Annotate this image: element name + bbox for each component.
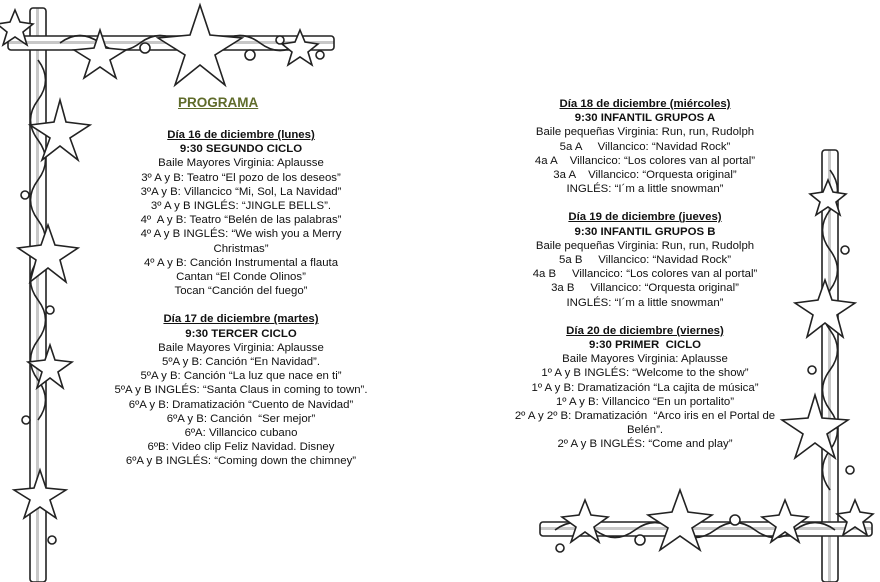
right-column	[495, 97, 795, 466]
day-heading: Día 18 de diciembre (miércoles)	[559, 98, 731, 110]
program-item: 6ºA y B INGLÉS: “Coming down the chimney”	[125, 455, 357, 468]
schedule-day-18	[495, 97, 795, 196]
program-item: 3º A y B: Teatro “El pozo de los deseos”	[141, 171, 341, 184]
day-heading: Día 20 de diciembre (viernes)	[566, 324, 724, 337]
program-item: 1º A y B: Dramatización “La cajita de música”	[531, 381, 759, 394]
schedule-day-19	[495, 210, 795, 309]
program-item: 4º A y B: Canción Instrumental a flauta	[143, 256, 339, 269]
program-item: Baile Mayores Virginia: Aplausse	[158, 157, 324, 170]
program-item: 2º A y B INGLÉS: “Come and play”	[557, 438, 733, 451]
day-heading: Día 17 de diciembre (martes)	[163, 313, 319, 326]
program-item: 1º A y B INGLÉS: “Welcome to the show”	[541, 367, 749, 380]
session-time: 9:30 PRIMER CICLO	[588, 339, 702, 352]
program-item: Tocan “Canción del fuego”	[174, 285, 308, 298]
program-item: 4a B Villancico: “Los colores van al portal”	[532, 268, 758, 281]
program-item: Cantan “El Conde Olinos”	[176, 271, 306, 284]
session-time: 9:30 INFANTIL GRUPOS A	[574, 112, 716, 125]
session-time: 9:30 SEGUNDO CICLO	[179, 143, 303, 156]
program-item: 3a B Villancico: “Orquesta original”	[551, 282, 739, 295]
program-item: 3a A Villancico: “Orquesta original”	[553, 169, 737, 182]
program-item: 5ºA y B INGLÉS: “Santa Claus in coming to town”.	[114, 384, 368, 397]
program-item: 6ºA y B: Dramatización “Cuento de Navidad”	[128, 398, 354, 411]
left-column	[80, 128, 402, 483]
program-item: 5a B Villancico: “Navidad Rock”	[559, 254, 731, 267]
session-time: 9:30 TERCER CICLO	[185, 327, 297, 340]
schedule-day-20	[495, 324, 795, 452]
program-item: Christmas”	[213, 242, 269, 255]
program-item: 5ºA y B: Canción “La luz que nace en ti”	[140, 370, 342, 383]
program-item: Belén”.	[626, 424, 664, 437]
program-item: Baile pequeñas Virginia: Run, run, Rudolph	[535, 239, 755, 252]
program-item: 2º A y 2º B: Dramatización “Arco iris en el Portal de	[514, 410, 776, 423]
program-item: 3ºA y B: Villancico “Mi, Sol, La Navidad”	[140, 185, 342, 198]
day-heading: Día 19 de diciembre (jueves)	[568, 211, 722, 224]
program-item: 4a A Villancico: “Los colores van al portal”	[534, 154, 756, 167]
program-item: 4º A y B: Teatro “Belén de las palabras”	[140, 214, 342, 227]
program-item: 1º A y B: Villancico “En un portalito”	[555, 395, 735, 408]
program-item: 5a A Villancico: “Navidad Rock”	[559, 140, 731, 153]
program-item: 5ºA y B: Canción “En Navidad”.	[161, 356, 320, 369]
program-item: INGLÉS: “I´m a little snowman”	[566, 183, 724, 196]
program-item: INGLÉS: “I´m a little snowman”	[566, 296, 724, 309]
program-item: 6ºA: Villancico cubano	[184, 427, 298, 440]
program-item: 6ºA y B: Canción “Ser mejor”	[166, 412, 316, 425]
session-time: 9:30 INFANTIL GRUPOS B	[574, 225, 716, 238]
program-item: Baile Mayores Virginia: Aplausse	[562, 353, 728, 366]
page-title: PROGRAMA	[178, 95, 259, 110]
day-heading: Día 16 de diciembre (lunes)	[167, 129, 315, 141]
program-item: 6ºB: Video clip Feliz Navidad. Disney	[147, 441, 335, 454]
schedule-day-17	[80, 312, 402, 468]
program-item: Baile pequeñas Virginia: Run, run, Rudolph	[535, 126, 755, 139]
program-item: 4º A y B INGLÉS: “We wish you a Merry	[140, 228, 342, 241]
program-item: 3º A y B INGLÉS: “JINGLE BELLS”.	[150, 200, 332, 213]
schedule-day-16	[80, 128, 402, 298]
program-item: Baile Mayores Virginia: Aplausse	[158, 341, 324, 354]
